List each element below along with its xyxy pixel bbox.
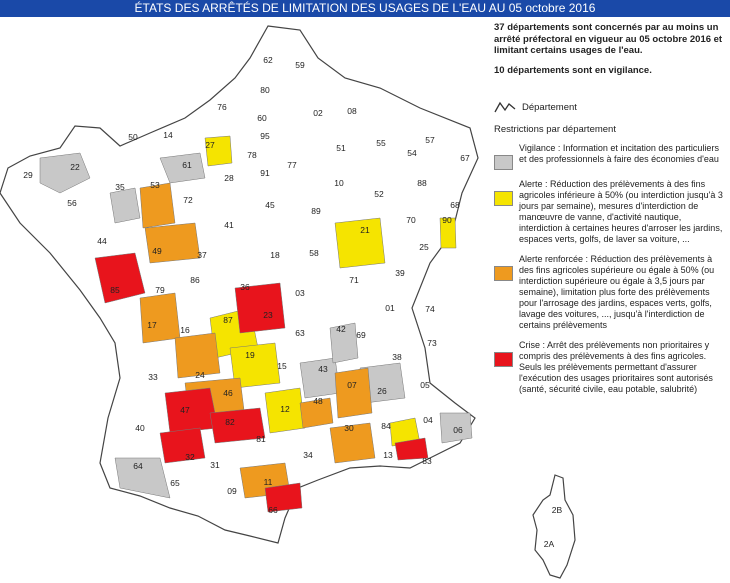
department-code-74: 74 (425, 304, 435, 314)
department-code-49: 49 (152, 246, 162, 256)
department-code-10: 10 (334, 178, 344, 188)
department-code-17: 17 (147, 320, 157, 330)
department-code-61: 61 (182, 160, 192, 170)
department-code-77: 77 (287, 160, 297, 170)
department-code-16: 16 (180, 325, 190, 335)
department-code-27: 27 (205, 140, 215, 150)
department-code-34: 34 (303, 450, 313, 460)
legend-department (494, 100, 726, 114)
corsica-map (515, 470, 585, 580)
swatch-crise (494, 352, 513, 367)
department-code-33: 33 (148, 372, 158, 382)
department-code-38: 38 (392, 352, 402, 362)
summary (494, 22, 726, 84)
summary-vigilance: 10 départements sont en vigilance. (494, 64, 652, 76)
department-code-23: 23 (263, 310, 273, 320)
zone-crise-32 (160, 428, 205, 463)
department-code-01: 01 (385, 303, 395, 313)
legend-label-alerte: Alerte : Réduction des prélèvements à des fins agricoles inférieure à 50% (ou interdiction jusqu'à 3 jours par semaine), mesures d'interdiction de manœuvre de vanne, d'activité nautique, interdiction à certaines heures d'arroser les jardins, espaces verts, golfs, de laver sa voiture, ... (519, 179, 723, 244)
department-code-36: 36 (240, 282, 250, 292)
department-code-45: 45 (265, 200, 275, 210)
department-code-79: 79 (155, 285, 165, 295)
france-outline (0, 26, 478, 543)
department-code-39: 39 (395, 268, 405, 278)
corsica-outline (533, 475, 575, 578)
department-code-60: 60 (257, 113, 267, 123)
department-border-icon (494, 100, 516, 114)
map-title: ÉTATS DES ARRÊTÉS DE LIMITATION DES USAGES DE L'EAU AU 05 octobre 2016 (0, 0, 730, 17)
department-code-24: 24 (195, 370, 205, 380)
department-code-03: 03 (295, 288, 305, 298)
legend-label-vigilance: Vigilance : Information et incitation des particuliers et des professionnels à faire des économies d'eau (519, 143, 719, 164)
swatch-alerte (494, 191, 513, 206)
legend-item-crise (494, 340, 726, 395)
department-code-06: 06 (453, 425, 463, 435)
department-code-76: 76 (217, 102, 227, 112)
department-code-68: 68 (450, 200, 460, 210)
department-code-14: 14 (163, 130, 173, 140)
department-code-02: 02 (313, 108, 323, 118)
summary-affected: 37 départements sont concernés par au moins un arrêté préfectoral en vigueur au 05 octobre 2016 et limitant certains usages de l'eau. (494, 22, 723, 56)
department-code-55: 55 (376, 138, 386, 148)
legend-item-alerte-renforcee (494, 254, 726, 331)
department-code-95: 95 (260, 131, 270, 141)
department-code-15: 15 (277, 361, 287, 371)
department-code-07: 07 (347, 380, 357, 390)
department-code-2B: 2B (551, 505, 563, 515)
department-code-85: 85 (110, 285, 120, 295)
legend-label-alerte-renforcee: Alerte renforcée : Réduction des prélèvements à des fins agricoles supérieure ou égale à 50% (ou interdiction supérieure ou égale à 3,5 jours par semaine), limitation plus forte des prélèvements pour l'arrosage des jardins, espaces verts, golfs, lavage des voitures, ..., jusqu'à l'interdiction de certains prélèvements (519, 254, 715, 330)
department-code-84: 84 (381, 421, 391, 431)
department-code-40: 40 (135, 423, 145, 433)
zone-ar-79 (140, 293, 180, 343)
department-code-41: 41 (224, 220, 234, 230)
department-code-50: 50 (128, 132, 138, 142)
department-code-52: 52 (374, 189, 384, 199)
department-code-29: 29 (23, 170, 33, 180)
legend-label-crise: Crise : Arrêt des prélèvements non prioritaires y compris des prélèvements à des fins agricoles. Seuls les prélèvements permettant d'assurer l'exécution des usages prioritaires sont autorisés (santé, sécurité civile, eau potable, salubrité) (519, 340, 713, 394)
department-code-09: 09 (227, 486, 237, 496)
department-code-73: 73 (427, 338, 437, 348)
department-code-63: 63 (295, 328, 305, 338)
department-code-59: 59 (295, 60, 305, 70)
department-code-64: 64 (133, 461, 143, 471)
legend (494, 100, 726, 404)
department-code-37: 37 (197, 250, 207, 260)
department-code-80: 80 (260, 85, 270, 95)
department-code-19: 19 (245, 350, 255, 360)
department-code-58: 58 (309, 248, 319, 258)
department-code-44: 44 (97, 236, 107, 246)
legend-item-vigilance (494, 143, 726, 170)
legend-item-alerte (494, 179, 726, 245)
swatch-alerte-renforcee (494, 266, 513, 281)
department-code-43: 43 (318, 364, 328, 374)
department-code-2A: 2A (543, 539, 555, 549)
department-code-62: 62 (263, 55, 273, 65)
department-code-21: 21 (360, 225, 370, 235)
department-code-13: 13 (383, 450, 393, 460)
france-map (0, 18, 490, 583)
department-code-86: 86 (190, 275, 200, 285)
department-code-54: 54 (407, 148, 417, 158)
zone-vigilance-35 (110, 188, 140, 223)
department-code-83: 83 (422, 456, 432, 466)
department-code-04: 04 (423, 415, 433, 425)
legend-department-label: Département (522, 101, 577, 113)
department-code-08: 08 (347, 106, 357, 116)
department-code-32: 32 (185, 452, 195, 462)
department-code-71: 71 (349, 275, 359, 285)
department-code-28: 28 (224, 173, 234, 183)
department-code-26: 26 (377, 386, 387, 396)
department-code-11: 11 (263, 477, 273, 487)
department-code-48: 48 (313, 396, 323, 406)
department-code-22: 22 (70, 162, 80, 172)
department-code-30: 30 (344, 423, 354, 433)
department-code-18: 18 (270, 250, 280, 260)
zone-ar-07 (335, 368, 372, 418)
department-code-12: 12 (280, 404, 290, 414)
department-code-25: 25 (419, 242, 429, 252)
department-code-05: 05 (420, 380, 430, 390)
department-code-82: 82 (225, 417, 235, 427)
legend-heading: Restrictions par département (494, 124, 616, 135)
department-code-90: 90 (442, 215, 452, 225)
department-code-46: 46 (223, 388, 233, 398)
zone-ar-49 (145, 223, 200, 263)
department-code-31: 31 (210, 460, 220, 470)
department-code-67: 67 (460, 153, 470, 163)
department-code-91: 91 (260, 168, 270, 178)
department-code-42: 42 (336, 324, 346, 334)
department-code-35: 35 (115, 182, 125, 192)
department-code-87: 87 (223, 315, 233, 325)
department-code-65: 65 (170, 478, 180, 488)
department-code-51: 51 (336, 143, 346, 153)
department-code-57: 57 (425, 135, 435, 145)
department-code-53: 53 (150, 180, 160, 190)
department-code-78: 78 (247, 150, 257, 160)
department-code-70: 70 (406, 215, 416, 225)
zone-crise-47 (165, 388, 218, 433)
department-code-81: 81 (256, 434, 266, 444)
department-code-88: 88 (417, 178, 427, 188)
department-code-56: 56 (67, 198, 77, 208)
department-code-66: 66 (268, 505, 278, 515)
swatch-vigilance (494, 155, 513, 170)
department-code-47: 47 (180, 405, 190, 415)
department-code-69: 69 (356, 330, 366, 340)
department-code-89: 89 (311, 206, 321, 216)
department-code-72: 72 (183, 195, 193, 205)
